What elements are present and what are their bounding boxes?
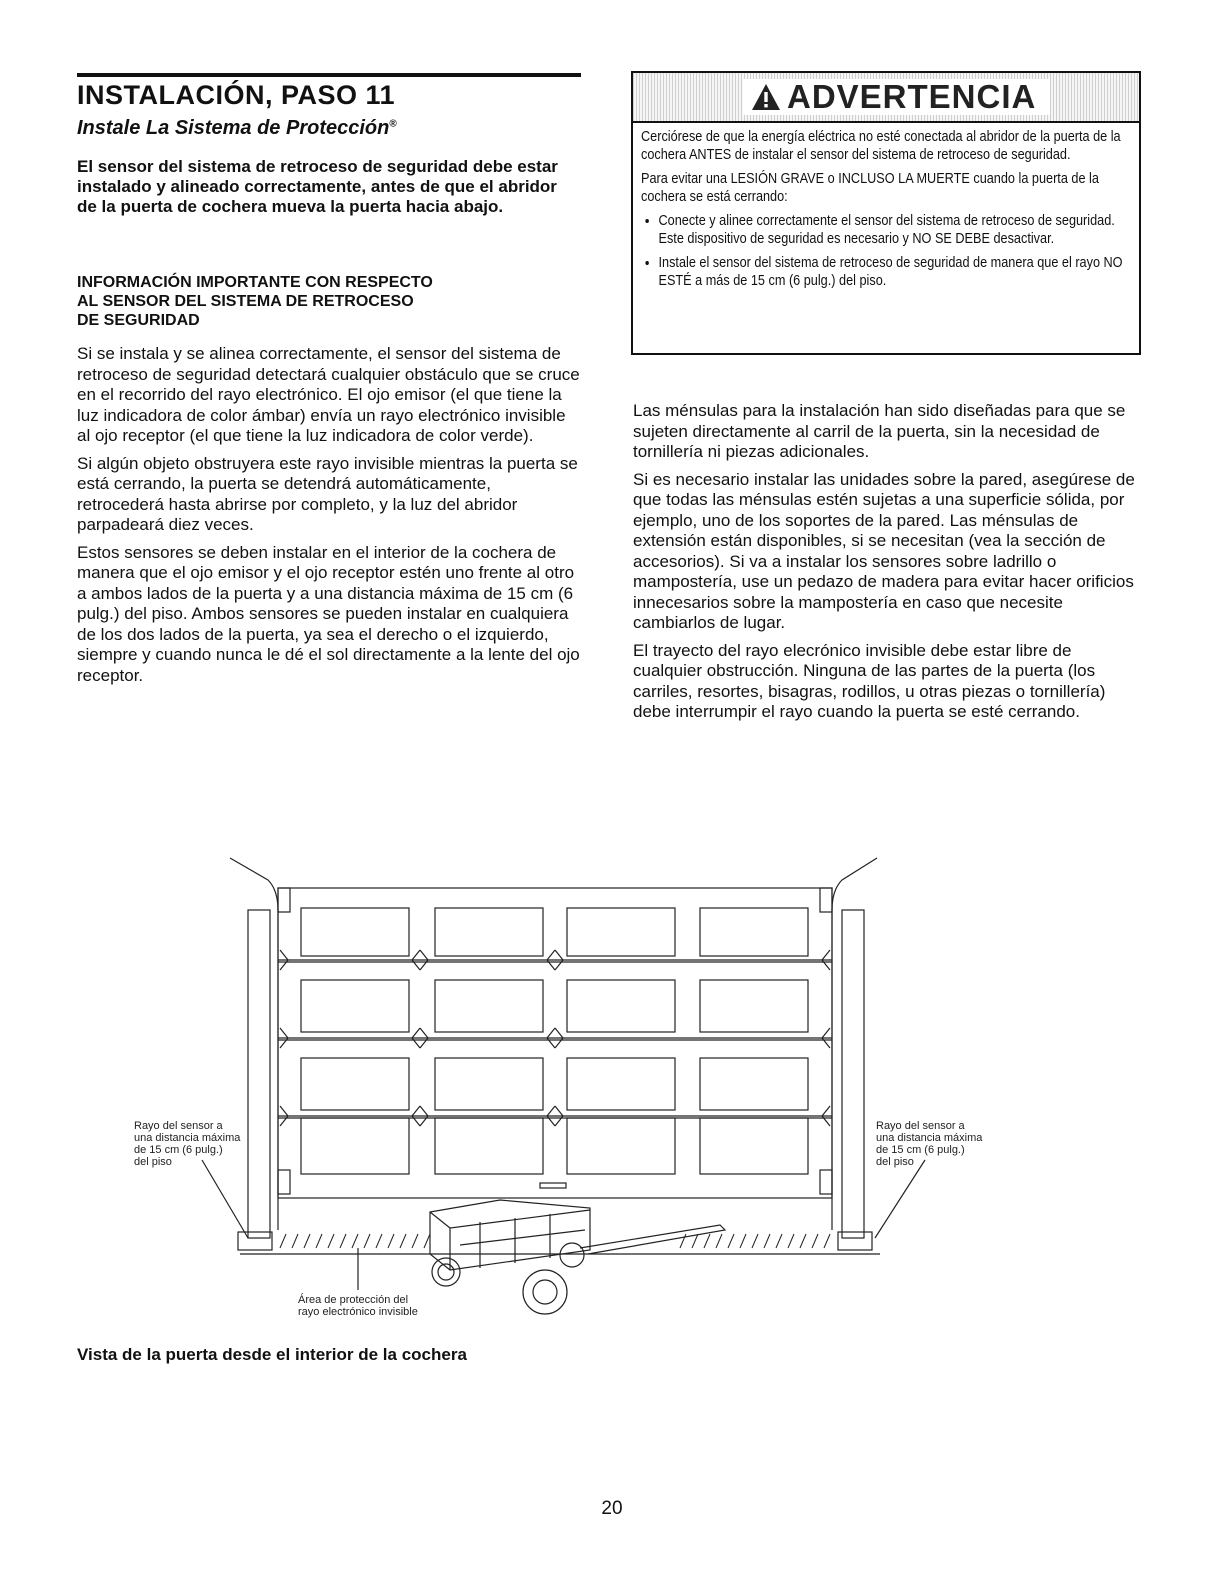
subtitle-text: Instale La Sistema de Protección xyxy=(77,117,390,139)
label-line: Rayo del sensor a xyxy=(134,1120,223,1132)
body-paragraph: siempre y cuando nunca le dé el sol directamente a la lente del ojo receptor. xyxy=(77,645,580,685)
right-sensor xyxy=(838,1232,872,1250)
door-panels xyxy=(301,908,808,1174)
intro-text: El sensor del sistema de retroceso de seguridad debe estar instalado y alineado correctamente, antes de que el abridor de la puerta de cochera mueva la puerta hacia abajo. xyxy=(77,157,558,216)
body-paragraph: Estos sensores se deben instalar en el interior de la cochera de manera que el ojo emisor y el ojo receptor estén uno frente al otro a ambos lados de la puerta y a una distancia máxima de 15 cm (6 pulg.) del piso. Ambos sensores se pueden instalar en cualquiera de los dos lados de la puerta, ya sea el derecho o el izquierdo, xyxy=(77,542,575,644)
warning-paragraph: Para evitar una LESIÓN GRAVE o INCLUSO LA MUERTE cuando la puerta de la cochera se está cerrando: xyxy=(641,171,1099,205)
body-paragraph: El trayecto del rayo elecrónico invisible debe estar libre de cualquier obstrucción. Ninguna de las partes de la puerta (los carriles, resortes, bisagras, rodillos, u otras piezas o tornillería) debe interrumpir el rayo cuando la puerta se esté cerrando. xyxy=(633,640,1106,721)
garage-door-illustration xyxy=(120,850,1000,1330)
beam-protection-area xyxy=(280,1234,830,1248)
body-paragraph: Si algún objeto obstruyera este rayo invisible mientras la puerta se está cerrando, la puerta se detendrá automáticamente, retrocederá hasta abrirse por completo, y la luz del abridor parpadeará diez veces. xyxy=(77,453,578,534)
label-line: una distancia máxima xyxy=(134,1132,241,1144)
wagon-icon xyxy=(430,1200,725,1314)
warning-title-wrap xyxy=(743,79,1050,115)
warning-header xyxy=(633,73,1139,123)
right-track-curve xyxy=(832,858,877,1230)
label-line: del piso xyxy=(876,1156,914,1168)
right-sensor-label xyxy=(876,1120,982,1168)
warning-triangle-icon xyxy=(751,82,781,112)
warning-bullet: • Conecte y alinee correctamente el sensor del sistema de retroceso de seguridad. Este dispositivo de seguridad es necesario y NO SE DEBE desactivar. xyxy=(659,212,1132,248)
right-jamb xyxy=(842,910,864,1238)
door-outline xyxy=(278,888,832,1198)
title-rule xyxy=(77,73,581,77)
warning-box xyxy=(631,71,1141,355)
warning-list xyxy=(641,212,1131,290)
protection-area-label xyxy=(298,1294,418,1318)
info-heading-line: DE SEGURIDAD xyxy=(77,312,200,329)
left-body xyxy=(77,344,582,693)
right-body xyxy=(633,401,1139,730)
label-line: rayo electrónico invisible xyxy=(298,1306,418,1318)
label-line: de 15 cm (6 pulg.) xyxy=(876,1144,965,1156)
figure-caption: Vista de la puerta desde el interior de la cochera xyxy=(77,1345,467,1364)
label-line: Área de protección del xyxy=(298,1294,409,1306)
info-heading xyxy=(77,273,577,330)
info-heading-line: INFORMACIÓN IMPORTANTE CON RESPECTO xyxy=(77,274,433,291)
page-subtitle xyxy=(77,117,397,140)
info-heading-line: AL SENSOR DEL SISTEMA DE RETROCESO xyxy=(77,293,414,310)
page-number: 20 xyxy=(601,1498,623,1519)
left-sensor xyxy=(238,1232,272,1250)
left-jamb xyxy=(248,910,270,1238)
garage-door-figure xyxy=(120,850,1000,1330)
warning-bullet: • Instale el sensor del sistema de retroceso de seguridad de manera que el rayo NO ESTÉ a más de 15 cm (6 pulg.) del piso. xyxy=(659,254,1132,290)
warning-paragraph: Cerciórese de que la energía eléctrica no esté conectada al abridor de la puerta de la cochera ANTES de instalar el sensor del sistema de retroceso de seguridad. xyxy=(641,129,1121,163)
body-paragraph: Las ménsulas para la instalación han sido diseñadas para que se sujeten directamente al carril de la puerta, sin la necesidad de tornillería ni piezas adicionales. xyxy=(633,401,1126,461)
body-paragraph: Si es necesario instalar las unidades sobre la pared, asegúrese de que todas las ménsulas estén sujetas a una superficie sólida, por ejemplo, uno de los soportes de la pared. Las ménsulas de extensión están disponibles, si se necesitan (vea la sección de accesorios). Si va a instalar los sensores sobre ladrillo o mampostería, use un pedazo de madera para evitar hacer orificios innecesarios sobre la mampostería en caso que necesite cambiarlos de lugar. xyxy=(633,469,1135,632)
left-track-curve xyxy=(230,858,278,1230)
door-handle xyxy=(540,1183,566,1188)
left-sensor-label xyxy=(134,1120,240,1168)
label-line: de 15 cm (6 pulg.) xyxy=(134,1144,223,1156)
registered-mark: ® xyxy=(389,118,397,130)
body-paragraph: Si se instala y se alinea correctamente, el sensor del sistema de retroceso de seguridad detectará cualquier obstáculo que se cruce en el recorrido del rayo electrónico. El ojo emisor (el que tiene la luz indicadora de color ámbar) envía un rayo electrónico invisible al ojo receptor (el que tiene la luz indicadora de color verde). xyxy=(77,344,580,445)
warning-content xyxy=(641,128,1131,296)
label-line: Rayo del sensor a xyxy=(876,1120,965,1132)
label-line: una distancia máxima xyxy=(876,1132,983,1144)
warning-title: ADVERTENCIA xyxy=(787,78,1037,115)
label-line: del piso xyxy=(134,1156,172,1168)
page-title: INSTALACIÓN, PASO 11 xyxy=(77,80,396,110)
